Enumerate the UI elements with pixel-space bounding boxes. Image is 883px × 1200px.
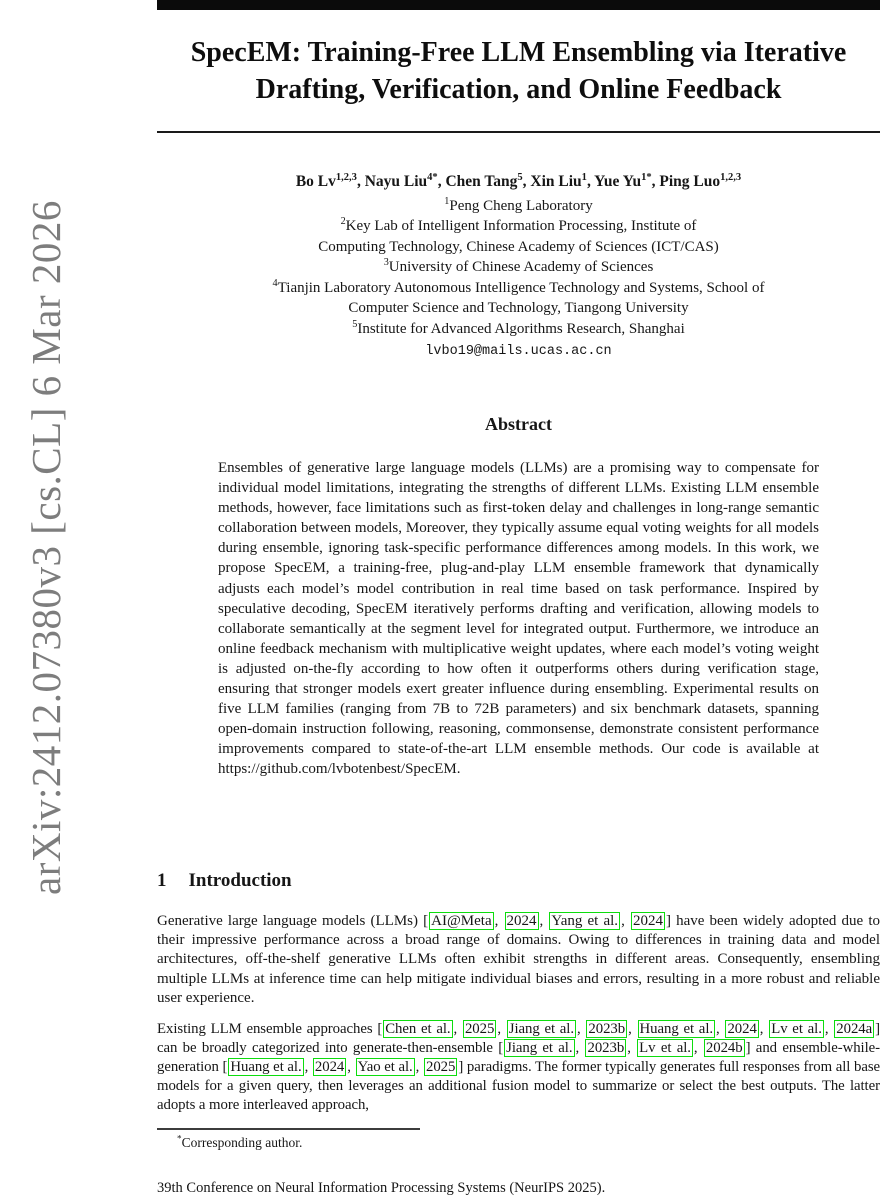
citation-link[interactable]: 2024: [314, 1059, 345, 1075]
arxiv-stamp: arXiv:2412.07380v3 [cs.CL] 6 Mar 2026: [23, 200, 69, 895]
citation-link[interactable]: 2024: [727, 1021, 757, 1037]
affiliation-superscript: 4: [272, 277, 278, 289]
citation-link[interactable]: 2025: [464, 1021, 495, 1037]
citation-link[interactable]: Yao et al.: [357, 1059, 413, 1075]
abstract-heading: Abstract: [485, 414, 552, 434]
citation-link[interactable]: Huang et al.: [230, 1059, 302, 1075]
author-superscript: 4*: [427, 171, 438, 183]
affiliation-line: $^5$Institute for Advanced Algorithms Research, Shanghai: [352, 318, 685, 337]
author-superscript: 1*: [641, 171, 652, 183]
citation-link[interactable]: Jiang et al.: [506, 1040, 573, 1056]
affiliation-line: $^1$Peng Cheng Laboratory: [444, 195, 593, 214]
paper-title-line1: SpecEM: Training-Free LLM Ensembling via Iterative: [190, 37, 847, 68]
author-superscript: 5: [517, 171, 523, 183]
citation-link[interactable]: AI@Meta: [431, 913, 492, 929]
citation-link[interactable]: Huang et al.: [639, 1021, 714, 1037]
authors-block: [157, 172, 880, 363]
affiliation-superscript: 5: [352, 318, 358, 330]
intro-paragraph-1: Generative large language models (LLMs) [ AI@Meta , 2024 , Yang et al. , 2024 ] have been widely adopted due to their impressive performance across a broad range of domains. Owing to differences in training data and model architectures, off-the-shelf generative LLMs often exhibit strengths in different areas. Consequently, ensembling multiple LLMs at inference time can help mitigate individual biases and errors, resulting in a more robust and reliable user experience.: [157, 913, 881, 1006]
footnote-text: Corresponding author.: [181, 1135, 303, 1150]
intro-paragraph-2: Existing LLM ensemble approaches [ Chen et al. , 2025 , Jiang et al. , 2023b , Huang et al. , 2024 , Lv et al. , 2024a ] can be broadly categorized into generate-then-ensemble [ Jiang et al. , 2023b , Lv et al. , 2024b ] and ensemble-while-generation [ Huang et al. , 2024 , Yao et al. , 2025 ] paradigms. The former typically generates full responses from all base models for a given query, then leverages an additional fusion model to summarize or select the best outputs. The latter adopts a more interleaved approach,: [157, 1021, 881, 1113]
citation-link[interactable]: Yang et al.: [551, 913, 619, 929]
citation-link[interactable]: 2023b: [588, 1021, 626, 1037]
affiliation-line: Computing Technology, Chinese Academy of Sciences (ICT/CAS): [318, 238, 719, 255]
author-superscript: 1: [581, 171, 587, 183]
title-rule: [157, 131, 880, 133]
affiliation-line: $^4$Tianjin Laboratory Autonomous Intelligence Technology and Systems, School of: [272, 277, 765, 296]
footnote-symbol: *: [177, 1133, 182, 1144]
paper-title: [157, 34, 880, 108]
affiliations: [157, 196, 880, 340]
citation-link[interactable]: Chen et al.: [385, 1021, 451, 1037]
affiliation-line: $^2$Key Lab of Intelligent Information Processing, Institute of: [340, 216, 697, 234]
citation-link[interactable]: 2025: [425, 1059, 456, 1075]
arxiv-stamp-container: [22, 200, 69, 895]
affiliation-superscript: 2: [340, 216, 346, 227]
citation-link[interactable]: 2024: [506, 913, 537, 929]
citation-link[interactable]: Jiang et al.: [508, 1021, 574, 1037]
conference-footer: 39th Conference on Neural Information Processing Systems (NeurIPS 2025).: [157, 1180, 606, 1196]
citation-link[interactable]: 2023b: [587, 1040, 625, 1056]
citation-link[interactable]: 2024a: [836, 1021, 873, 1037]
citation-link[interactable]: 2024b: [705, 1040, 743, 1056]
abstract-text: Ensembles of generative large language models (LLMs) are a promising way to compensate for individual model limitations, integrating the strengths of different LLMs. Existing LLM ensemble methods, however, face limitations such as first-token delay and challenges in long-range semantic collaboration between models, Moreover, they typically assume equal voting weights for all models during ensemble, ignoring task-specific performance differences among models. In this work, we propose SpecEM, a training-free, plug-and-play LLM ensemble framework that dynamically adjusts each model’s model contribution in real time based on task performance. Inspired by speculative decoding, SpecEM iteratively performs drafting and verification, allowing models to collaborate semantically at the segment level for integrated output. Furthermore, we introduce an online feedback mechanism with multiplicative weight updates, where each model’s voting weight is adjusted on-the-fly according to how often it outperforms others during verification stage, ensuring that stronger models exert greater influence during ensembling. Experimental results on five LLM families (ranging from 7B to 72B parameters) and six benchmark datasets, spanning open-domain instruction following, reasoning, commonsense, demonstrate consistent performance improvements compared to state-of-the-art LLM ensemble methods. Our code is available at https://github.com/lvbotenbest/SpecEM.: [218, 460, 819, 778]
footnote: [157, 1135, 880, 1151]
citation-link[interactable]: Lv et al.: [639, 1040, 691, 1056]
section-number: 1: [157, 870, 167, 891]
author-superscript: 1,2,3: [335, 171, 357, 183]
section-heading-introduction: [157, 870, 880, 892]
authors-line: Bo Lv$^{1,2,3}$, Nayu Liu$^{4*}$, Chen Tang$^5$, Xin Liu$^1$, Yue $Yu^{1*}$, Ping Luo$^{1,2,3}$: [295, 171, 742, 190]
citation-link[interactable]: 2024: [632, 913, 663, 929]
top-black-bar: [157, 0, 880, 10]
affiliation-line: $^3$University of Chinese Academy of Sciences: [383, 257, 654, 275]
citation-link[interactable]: Lv et al.: [771, 1021, 822, 1037]
contact-email: lvbo19@mails.ucas.ac.cn: [425, 344, 612, 359]
author-superscript: 1,2,3: [720, 171, 742, 183]
paper-title-line2: Drafting, Verification, and Online Feedback: [255, 74, 782, 105]
affiliation-superscript: 3: [383, 257, 389, 268]
affiliation-superscript: 1: [444, 195, 450, 207]
section-title: Introduction: [188, 870, 292, 891]
affiliation-line: Computer Science and Technology, Tiangong University: [348, 300, 689, 316]
footnote-rule: [157, 1128, 420, 1130]
